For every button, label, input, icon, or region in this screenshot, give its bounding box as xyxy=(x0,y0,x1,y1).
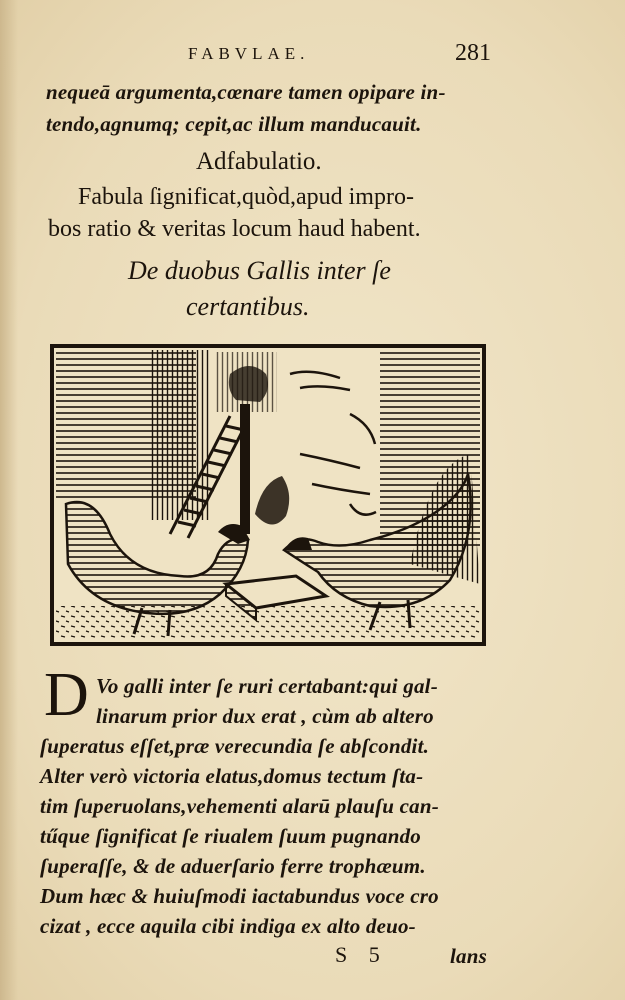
body-line-9: cizat , ecce aquila cibi indiga ex alto deuo- xyxy=(40,914,416,938)
catchword: lans xyxy=(450,944,487,968)
page-number: 281 xyxy=(455,40,491,66)
signature-mark: S 5 xyxy=(335,942,388,967)
body-line-6: tűque ſignificat ſe riualem ſuum pugnando xyxy=(40,824,422,848)
body-line-4: Alter verò victoria elatus,domus tectum ſta- xyxy=(40,764,424,788)
running-head xyxy=(0,40,625,70)
fable-title-line-1: De duobus Gallis inter ſe xyxy=(128,256,391,285)
running-title: FABVLAE. xyxy=(188,44,310,63)
drop-cap: D xyxy=(44,661,89,729)
moral-line-2: bos ratio & veritas locum haud habent. xyxy=(48,216,421,242)
body-line-7: ſuperaſſe, & de aduerſario ferre trophæum. xyxy=(40,854,426,878)
prev-fable-line-1: nequeā argumenta,cœnare tamen opipare in- xyxy=(46,80,446,104)
body-line-3: ſuperatus eſſet,præ verecundia ſe abſcondit. xyxy=(40,734,430,758)
body-line-5: tim ſuperuolans,vehementi alarū plauſu can- xyxy=(40,794,439,818)
moral-heading: Adfabulatio. xyxy=(196,148,322,175)
body-line-2: linarum prior dux erat , cùm ab altero xyxy=(96,704,434,728)
woodcut-illustration xyxy=(50,344,486,646)
fable-title-line-2: certantibus. xyxy=(186,292,310,321)
prev-fable-line-2: tendo,agnumq; cepit,ac illum manducauit. xyxy=(46,112,422,136)
body-line-1: Vo galli inter ſe ruri certabant:qui gal- xyxy=(96,674,438,698)
moral-line-1: Fabula ſignificat,quòd,apud impro- xyxy=(78,184,414,210)
body-line-8: Dum hæc & huiuſmodi iactabundus voce cro xyxy=(40,884,439,908)
page-gutter-shadow xyxy=(0,0,18,1000)
